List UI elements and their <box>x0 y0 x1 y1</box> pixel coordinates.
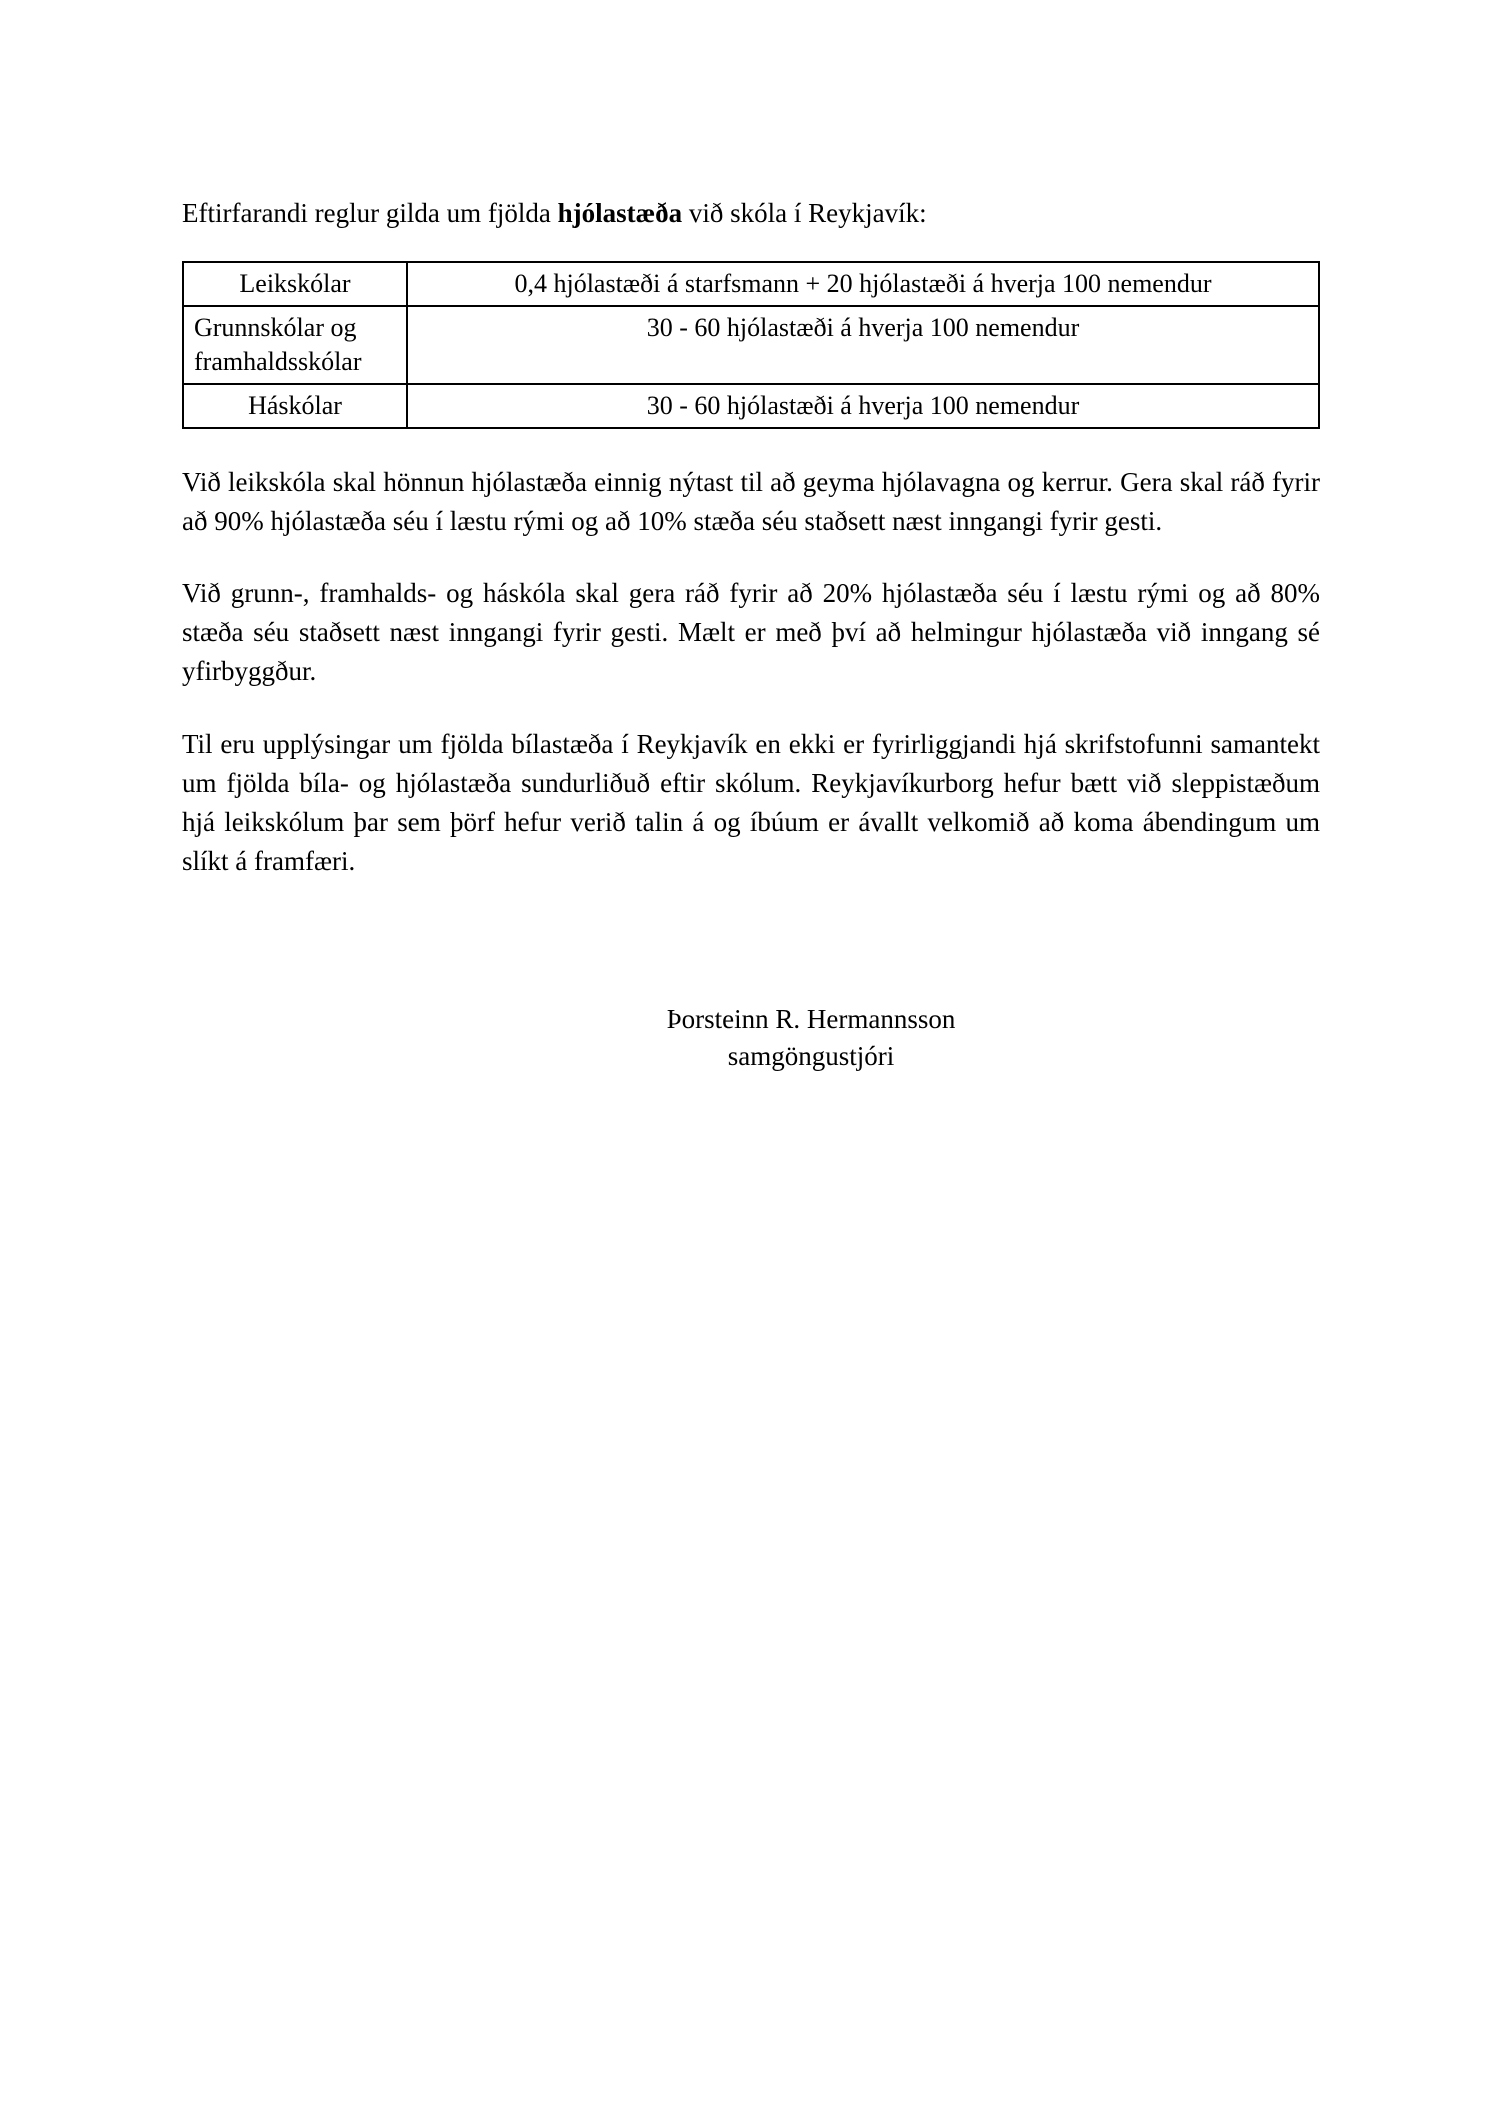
signature-block <box>182 1001 1320 1077</box>
signature-title: samgöngustjóri <box>727 1041 895 1072</box>
intro-text-before: Eftirfarandi reglur gilda um fjölda <box>182 198 558 228</box>
signature-name: Þorsteinn R. Hermannsson <box>666 1003 956 1034</box>
table-row <box>183 306 1319 384</box>
table-cell-value: 30 - 60 hjólastæði á hverja 100 nemendur <box>407 306 1319 384</box>
intro-paragraph <box>182 195 1320 231</box>
body-paragraph-2: Við grunn-, framhalds- og háskóla skal gera ráð fyrir að 20% hjólastæða séu í læstu rými og að 80% stæða séu staðsett næst inngangi fyrir gesti. Mælt er með því að helmingur hjólastæða við inngang sé yfirbyggður. <box>182 578 1320 687</box>
body-paragraph-3: Til eru upplýsingar um fjölda bílastæða í Reykjavík en ekki er fyrirliggjandi hjá skrifstofunni samantekt um fjölda bíla- og hjólastæða sundurliðuð eftir skólum. Reykjavíkurborg hefur bætt við sleppistæðum hjá leikskólum þar sem þörf hefur verið talin á og íbúum er ávallt velkomið að koma ábendingum um slíkt á framfæri. <box>182 729 1320 876</box>
table-cell-label: Háskólar <box>183 384 407 428</box>
table-row <box>183 384 1319 428</box>
table-cell-label: Leikskólar <box>183 262 407 306</box>
document-content <box>182 168 1320 1076</box>
table-row <box>183 262 1319 306</box>
table-cell-label: Grunnskólar og framhaldsskólar <box>183 306 407 384</box>
body-paragraph-1: Við leikskóla skal hönnun hjólastæða einnig nýtast til að geyma hjólavagna og kerrur. Gera skal ráð fyrir að 90% hjólastæða séu í læstu rými og að 10% stæða séu staðsett næst inngangi fyrir gesti. <box>182 466 1320 536</box>
intro-text-bold: hjólastæða <box>557 198 683 228</box>
table-cell-value: 0,4 hjólastæði á starfsmann + 20 hjólastæði á hverja 100 nemendur <box>407 262 1319 306</box>
intro-text-after: við skóla í Reykjavík: <box>682 198 927 228</box>
bicycle-parking-rules-table <box>182 261 1320 428</box>
table-cell-value: 30 - 60 hjólastæði á hverja 100 nemendur <box>407 384 1319 428</box>
